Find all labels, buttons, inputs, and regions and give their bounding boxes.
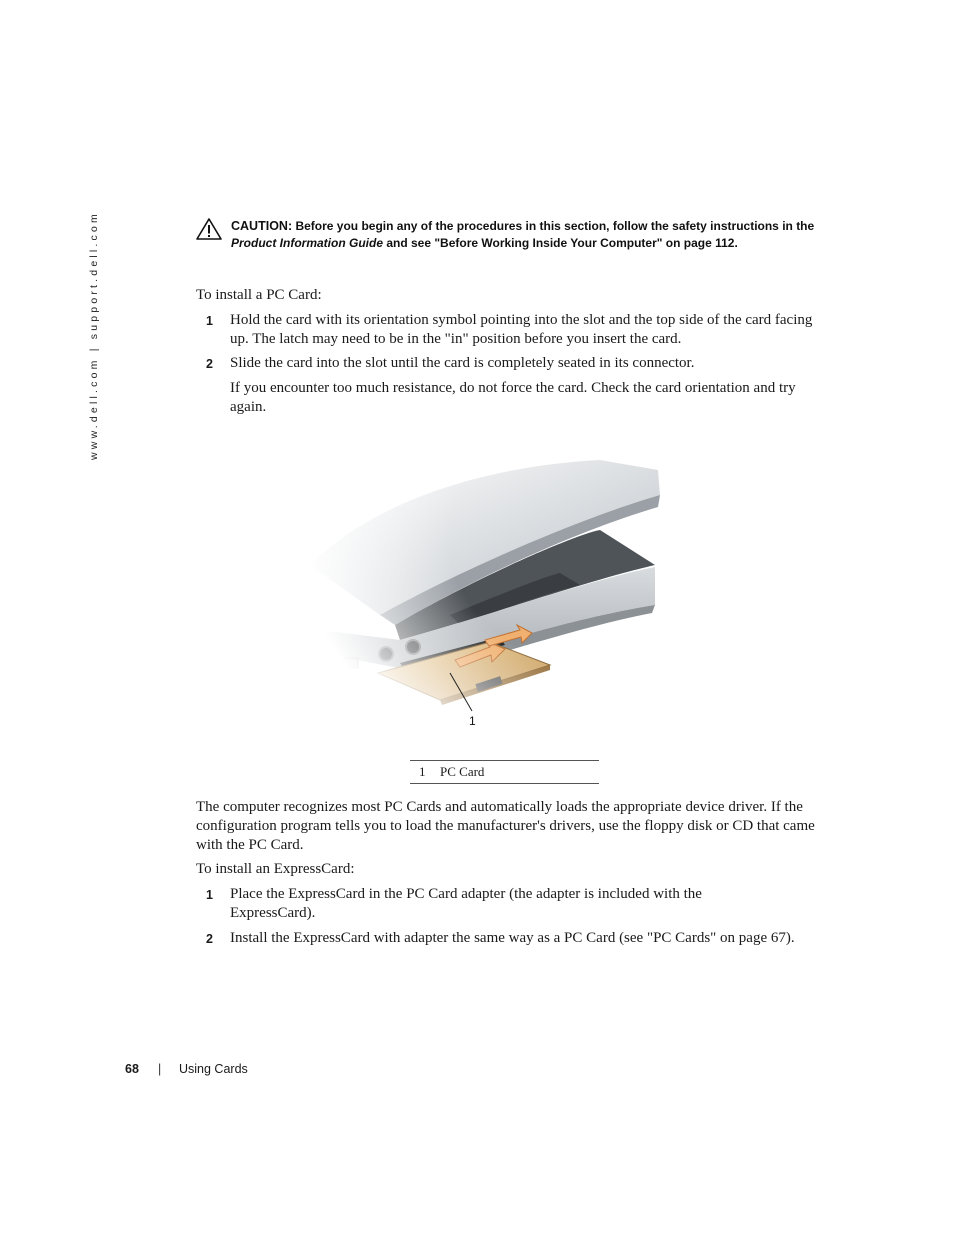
caution-notice: [196, 218, 826, 252]
sidebar-url: [86, 211, 102, 462]
caution-text-part1: Before you begin any of the procedures in this section, follow the safety instructions in the: [295, 219, 815, 233]
pc-card-step-1: [196, 311, 816, 349]
step-number: 2: [206, 932, 213, 946]
step-text: Hold the card with its orientation symbol pointing into the slot and the top side of the card facing up. The latch may need to be in the "in" position before you insert the card.: [230, 312, 813, 347]
callout-label: PC Card: [440, 764, 485, 779]
pc-card-note: If you encounter too much resistance, do not force the card. Check the card orientation and try again.: [230, 380, 796, 415]
step-number: 1: [206, 888, 213, 902]
page-number: 68: [125, 1062, 139, 1076]
caution-guide-title: Product Information Guide: [231, 236, 383, 250]
sidebar-url-text: www.dell.com | support.dell.com: [88, 211, 100, 460]
caution-text: [231, 218, 826, 252]
figure-callout-number: 1: [469, 714, 476, 728]
expresscard-intro: To install an ExpressCard:: [196, 861, 355, 877]
section-title: Using Cards: [179, 1062, 248, 1076]
pc-card-step-2: [196, 354, 816, 373]
recognize-paragraph: The computer recognizes most PC Cards and automatically loads the appropriate device driver. If the configuration program tells you to load the manufacturer's drivers, use the floppy disk or CD that came with the PC Card.: [196, 799, 815, 853]
step-text: Slide the card into the slot until the card is completely seated in its connector.: [230, 355, 695, 371]
caution-label: CAUTION:: [231, 219, 293, 233]
pc-card-illustration: [300, 455, 670, 735]
callout-number: 1: [419, 764, 426, 779]
warning-triangle-icon: [196, 218, 222, 240]
caution-text-part2: and see "Before Working Inside Your Computer" on page 112.: [383, 236, 738, 250]
pc-card-intro: To install a PC Card:: [196, 287, 322, 303]
callout-table: [410, 760, 599, 784]
laptop-pc-card-drawing: [300, 455, 670, 735]
step-number: 2: [206, 357, 213, 371]
step-text: Install the ExpressCard with adapter the same way as a PC Card (see "PC Cards" on page 67).: [230, 930, 795, 946]
step-text: Place the ExpressCard in the PC Card adapter (the adapter is included with the ExpressCard).: [230, 886, 702, 921]
step-number: 1: [206, 314, 213, 328]
expresscard-step-1: [196, 885, 816, 923]
footer-separator: |: [158, 1062, 162, 1076]
expresscard-step-2: [196, 929, 836, 948]
